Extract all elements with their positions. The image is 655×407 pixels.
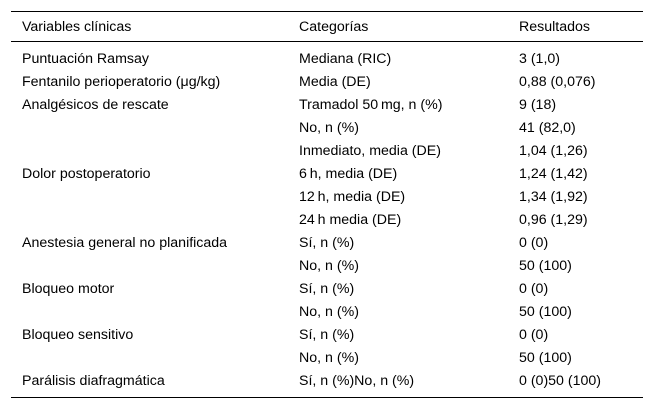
cell-variable: Bloqueo motor — [22, 280, 115, 297]
cell-result: 9 (18) — [519, 96, 557, 113]
table-row — [11, 141, 643, 164]
cell-result: 41 (82,0) — [519, 119, 576, 136]
cell-variable — [11, 187, 288, 210]
table-row — [11, 118, 643, 141]
cell-category: Sí, n (%) — [299, 326, 355, 343]
header-results: Resultados — [519, 18, 590, 35]
table-row — [11, 371, 643, 398]
cell-result: 0,88 (0,076) — [519, 73, 596, 90]
table-row — [11, 325, 643, 348]
table-row — [11, 279, 643, 302]
cell-result: 0 (0) — [519, 280, 549, 297]
cell-variable: Bloqueo sensitivo — [22, 326, 134, 343]
cell-category: 24 h media (DE) — [299, 211, 402, 228]
header-categories: Categorías — [299, 18, 369, 35]
cell-result: 0 (0) — [519, 234, 549, 251]
cell-result: 50 (100) — [519, 303, 572, 320]
cell-category: 6 h, media (DE) — [299, 165, 398, 182]
cell-variable: Dolor postoperatorio — [22, 165, 151, 182]
clinical-results-table — [11, 11, 643, 398]
table-row — [11, 164, 643, 187]
cell-category: Tramadol 50 mg, n (%) — [299, 96, 443, 113]
cell-result: 0 (0)50 (100) — [519, 372, 602, 389]
header-row — [11, 12, 643, 42]
cell-category: Sí, n (%) — [299, 280, 355, 297]
cell-result: 50 (100) — [519, 257, 572, 274]
cell-variable — [11, 256, 288, 279]
cell-result: 3 (1,0) — [519, 51, 561, 67]
cell-variable: Puntuación Ramsay — [22, 51, 149, 67]
table-row — [11, 95, 643, 118]
cell-category: No, n (%) — [299, 119, 359, 136]
cell-variable: Parálisis diafragmática — [22, 372, 165, 389]
cell-result: 0,96 (1,29) — [519, 211, 588, 228]
cell-variable — [11, 118, 288, 141]
table-row — [11, 42, 643, 72]
table-row — [11, 256, 643, 279]
table-header — [11, 12, 643, 42]
table-body — [11, 42, 643, 398]
cell-variable: Anestesia general no planificada — [22, 234, 228, 251]
cell-category: No, n (%) — [299, 349, 359, 366]
cell-category: Sí, n (%) — [299, 234, 355, 251]
cell-category: Media (DE) — [299, 73, 371, 90]
clinical-results-table-container — [11, 11, 643, 398]
cell-category: No, n (%) — [299, 303, 359, 320]
cell-variable — [11, 302, 288, 325]
table-row — [11, 348, 643, 371]
cell-variable: Analgésicos de rescate — [22, 96, 169, 113]
cell-category: Sí, n (%)No, n (%) — [299, 372, 415, 389]
cell-result: 1,34 (1,92) — [519, 188, 588, 205]
cell-result: 1,24 (1,42) — [519, 165, 588, 182]
cell-variable — [11, 141, 288, 164]
cell-category: No, n (%) — [299, 257, 359, 274]
cell-variable — [11, 348, 288, 371]
table-row — [11, 72, 643, 95]
cell-category: 12 h, media (DE) — [299, 188, 406, 205]
table-row — [11, 233, 643, 256]
cell-category: Mediana (RIC) — [299, 51, 392, 67]
table-row — [11, 210, 643, 233]
table-row — [11, 302, 643, 325]
header-variables: Variables clínicas — [22, 18, 132, 35]
cell-variable: Fentanilo perioperatorio (μg/kg) — [22, 73, 221, 90]
table-row — [11, 187, 643, 210]
cell-variable — [11, 210, 288, 233]
cell-result: 50 (100) — [519, 349, 572, 366]
cell-result: 1,04 (1,26) — [519, 142, 588, 159]
cell-result: 0 (0) — [519, 326, 549, 343]
cell-category: Inmediato, media (DE) — [299, 142, 441, 159]
